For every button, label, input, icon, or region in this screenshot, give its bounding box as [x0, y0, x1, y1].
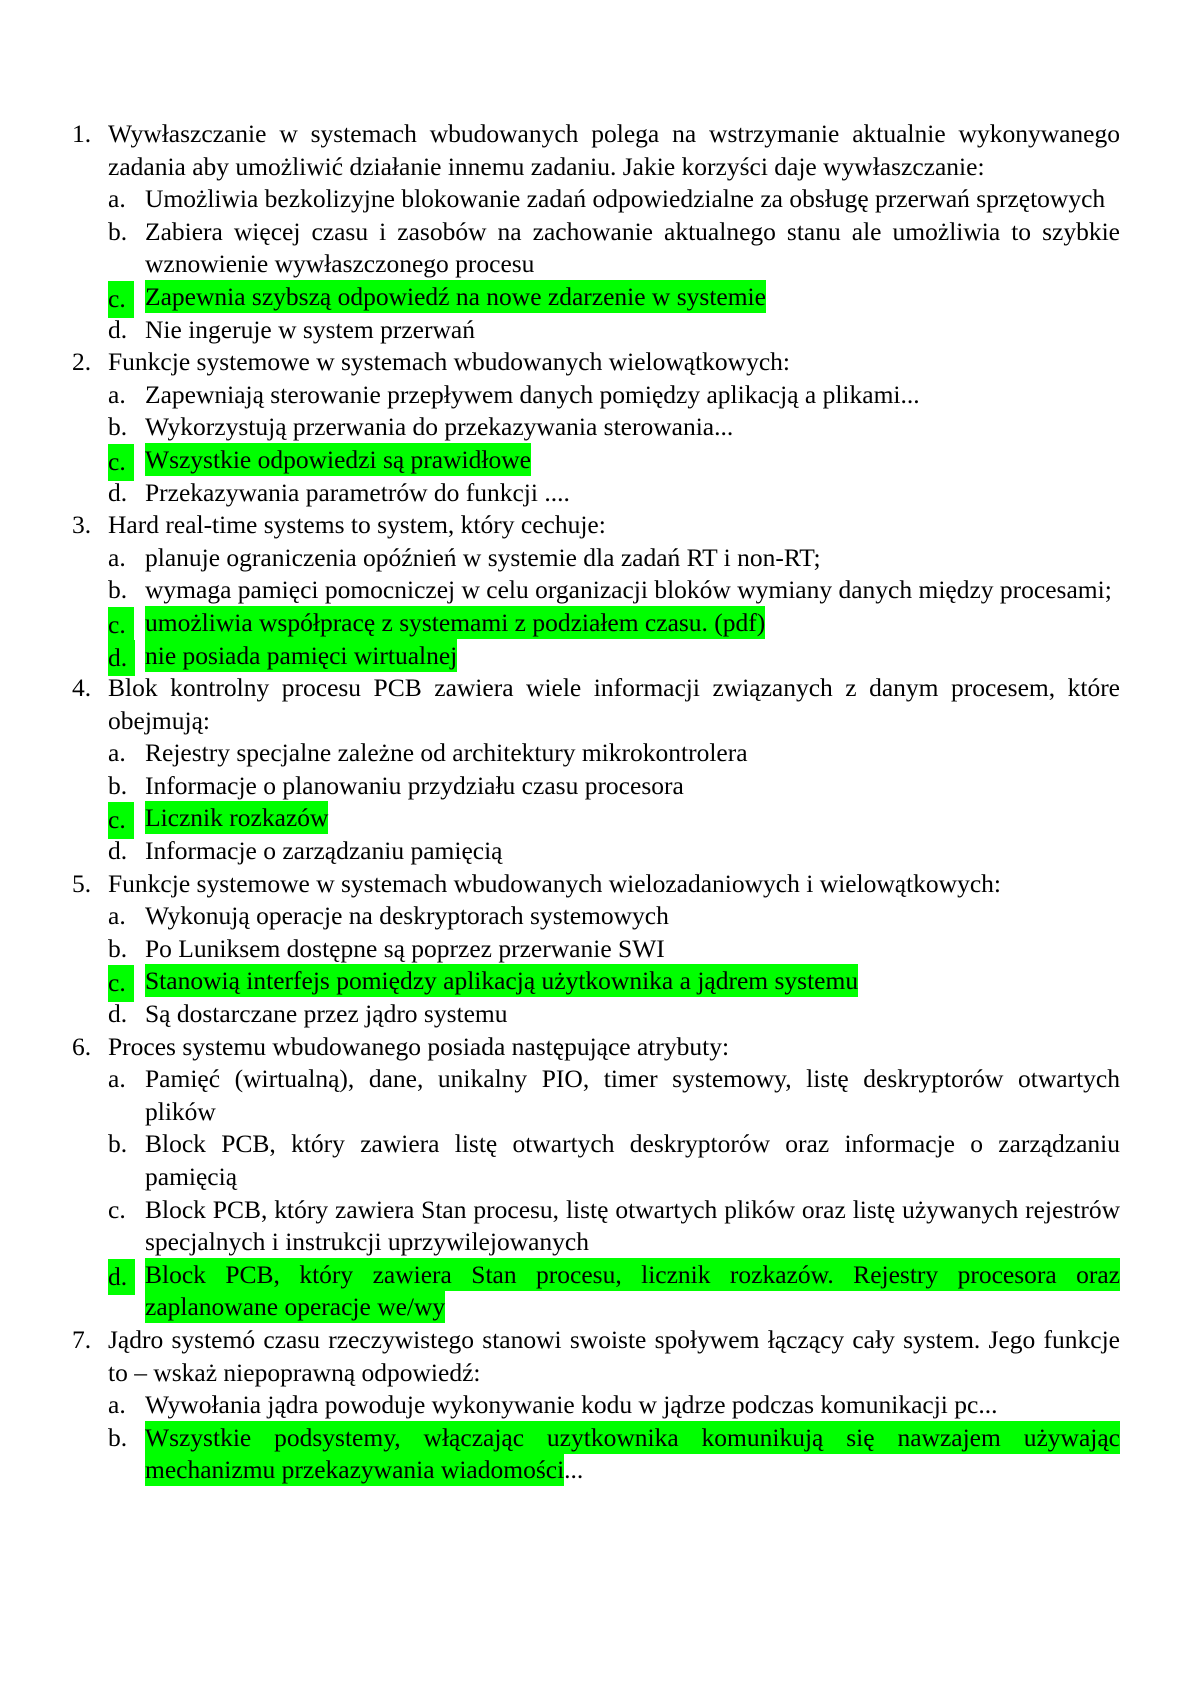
question-stem: [0, 118, 1200, 183]
option-text: Block PCB, który zawiera Stan procesu, listę otwartych plików oraz listę używanych rejestrów specjalnych i instrukcji uprzywilejowanych: [145, 1194, 1120, 1257]
option-letter: b.: [108, 216, 128, 246]
question-number: 4.: [72, 673, 92, 703]
highlighted-answer: Stanowią interfejs pomiędzy aplikacją użytkownika a jądrem systemu: [145, 966, 859, 996]
option-letter: c.: [108, 965, 134, 1002]
option-text: Nie ingeruje w system przerwań: [145, 314, 475, 344]
option-6b: [0, 1128, 1200, 1193]
option-letter: d.: [108, 999, 128, 1029]
option-text-wrap: [145, 1422, 1120, 1487]
question-text: Wywłaszczanie w systemach wbudowanych polega na wstrzymanie aktualnie wykonywanego zadania aby umożliwić działanie innemu zadaniu. Jakie korzyści daje wywłaszczanie:: [108, 119, 1120, 181]
option-3d-correct: [0, 640, 1200, 673]
highlighted-answer: umożliwia współpracę z systemami z podziałem czasu. (pdf): [145, 607, 766, 637]
option-text: Umożliwia bezkolizyjne blokowanie zadań odpowiedzialne za obsługę przerwań sprzętowych: [145, 184, 1106, 214]
question-text: Jądro systemó czasu rzeczywistego stanowi swoiste społywem łączący cały system. Jego funkcje to – wskaż niepoprawną odpowiedź:: [108, 1324, 1120, 1387]
option-text: Informacje o zarządzaniu pamięcią: [145, 836, 503, 866]
option-3a: [0, 542, 1200, 575]
option-5a: [0, 900, 1200, 933]
option-letter: b.: [108, 933, 128, 963]
highlighted-answer: nie posiada pamięci wirtualnej: [145, 640, 458, 670]
option-letter: b.: [108, 1129, 128, 1159]
option-7b-correct: [0, 1422, 1200, 1487]
option-5c-correct: [0, 965, 1200, 998]
highlighted-answer: Zapewnia szybszą odpowiedź na nowe zdarzenie w systemie: [145, 281, 766, 311]
question-2: [0, 346, 1200, 509]
question-number: 5.: [72, 868, 92, 898]
question-stem: [0, 1031, 1200, 1064]
option-letter: c.: [108, 1194, 126, 1224]
option-text: Informacje o planowaniu przydziału czasu procesora: [145, 770, 684, 800]
question-text: Hard real-time systems to system, który cechuje:: [108, 510, 606, 540]
option-text-wrap: [145, 444, 1120, 477]
highlighted-answer: Wszystkie odpowiedzi są prawidłowe: [145, 444, 531, 474]
question-3: [0, 509, 1200, 672]
option-1c-correct: [0, 281, 1200, 314]
option-text: Wykorzystują przerwania do przekazywania sterowania...: [145, 412, 734, 442]
question-list: [0, 118, 1200, 1487]
question-stem: [0, 346, 1200, 379]
option-5b: [0, 933, 1200, 966]
option-6c: [0, 1194, 1200, 1259]
option-letter: a.: [108, 738, 126, 768]
question-7: [0, 1324, 1200, 1487]
option-letter: c.: [108, 607, 134, 644]
option-text: Block PCB, który zawiera listę otwartych deskryptorów oraz informacje o zarządzaniu pamięcią: [145, 1129, 1120, 1191]
option-letter: a.: [108, 1064, 126, 1094]
option-text: wymaga pamięci pomocniczej w celu organizacji bloków wymiany danych między procesami;: [145, 575, 1112, 605]
option-5d: [0, 998, 1200, 1031]
option-6d-correct: [0, 1259, 1200, 1324]
option-letter: c.: [108, 444, 134, 481]
question-number: 7.: [72, 1324, 92, 1354]
option-text: Wykonują operacje na deskryptorach systemowych: [145, 901, 669, 931]
option-text: Pamięć (wirtualną), dane, unikalny PIO, timer systemowy, listę deskryptorów otwartych plików: [145, 1064, 1120, 1126]
question-4: [0, 672, 1200, 868]
option-letter: d.: [108, 477, 128, 507]
option-7a: [0, 1389, 1200, 1422]
option-2b: [0, 411, 1200, 444]
option-letter: a.: [108, 1390, 126, 1420]
question-stem: [0, 509, 1200, 542]
option-4b: [0, 770, 1200, 803]
option-2d: [0, 477, 1200, 510]
option-letter: d.: [108, 836, 128, 866]
option-2a: [0, 379, 1200, 412]
option-4a: [0, 737, 1200, 770]
option-3c-correct: [0, 607, 1200, 640]
option-6a: [0, 1063, 1200, 1128]
option-letter: d.: [108, 314, 128, 344]
option-letter: b.: [108, 412, 128, 442]
option-3b: [0, 574, 1200, 607]
option-4d: [0, 835, 1200, 868]
option-text: Po Luniksem dostępne są poprzez przerwanie SWI: [145, 933, 665, 963]
question-stem: [0, 868, 1200, 901]
highlighted-answer: Block PCB, który zawiera Stan procesu, licznik rozkazów. Rejestry procesora oraz zaplanowane operacje we/wy: [145, 1259, 1120, 1322]
option-text-wrap: [145, 965, 1120, 998]
question-number: 6.: [72, 1031, 92, 1061]
option-text-wrap: [145, 802, 1120, 835]
option-text: Zabiera więcej czasu i zasobów na zachowanie aktualnego stanu ale umożliwia to szybkie wznowienie wywłaszczonego procesu: [145, 216, 1120, 279]
option-letter: b.: [108, 1422, 128, 1452]
question-number: 1.: [72, 119, 92, 148]
question-number: 3.: [72, 510, 92, 540]
option-letter: a.: [108, 542, 126, 572]
option-letter: a.: [108, 901, 126, 931]
question-text: Funkcje systemowe w systemach wbudowanych wielozadaniowych i wielowątkowych:: [108, 868, 1001, 898]
question-text: Blok kontrolny procesu PCB zawiera wiele informacji związanych z danym procesem, które obejmują:: [108, 673, 1120, 735]
option-letter: a.: [108, 184, 126, 214]
option-text: Rejestry specjalne zależne od architektury mikrokontrolera: [145, 738, 748, 768]
option-text-wrap: [145, 1259, 1120, 1324]
option-text-wrap: [145, 281, 1120, 314]
highlighted-answer: Wszystkie podsystemy, włączając uzytkownika komunikują się nawzajem używając mechanizmu przekazywania wiadomości: [145, 1422, 1120, 1485]
option-text-wrap: [145, 640, 1120, 673]
option-letter: a.: [108, 379, 126, 409]
option-text-wrap: [145, 607, 1120, 640]
option-letter: c.: [108, 281, 134, 318]
question-stem: [0, 1324, 1200, 1389]
question-stem: [0, 672, 1200, 737]
option-text: Zapewniają sterowanie przepływem danych pomiędzy aplikacją a plikami...: [145, 379, 920, 409]
option-text: Wywołania jądra powoduje wykonywanie kodu w jądrze podczas komunikacji pc...: [145, 1390, 998, 1420]
option-letter: b.: [108, 575, 128, 605]
option-1d: [0, 314, 1200, 347]
option-letter: d.: [108, 1259, 135, 1296]
question-1: [0, 118, 1200, 346]
question-6: [0, 1031, 1200, 1324]
option-letter: d.: [108, 640, 135, 677]
option-text: Przekazywania parametrów do funkcji ....: [145, 477, 570, 507]
question-number: 2.: [72, 347, 92, 377]
option-letter: b.: [108, 770, 128, 800]
option-text: Są dostarczane przez jądro systemu: [145, 999, 508, 1029]
option-trailing-text: ...: [564, 1455, 584, 1485]
option-letter: c.: [108, 802, 134, 839]
question-text: Funkcje systemowe w systemach wbudowanych wielowątkowych:: [108, 347, 790, 377]
option-4c-correct: [0, 802, 1200, 835]
question-5: [0, 868, 1200, 1031]
option-2c-correct: [0, 444, 1200, 477]
question-text: Proces systemu wbudowanego posiada następujące atrybuty:: [108, 1031, 730, 1061]
option-1b: [0, 216, 1200, 281]
highlighted-answer: Licznik rozkazów: [145, 803, 329, 833]
option-1a: [0, 183, 1200, 216]
option-text: planuje ograniczenia opóźnień w systemie dla zadań RT i non-RT;: [145, 542, 821, 572]
